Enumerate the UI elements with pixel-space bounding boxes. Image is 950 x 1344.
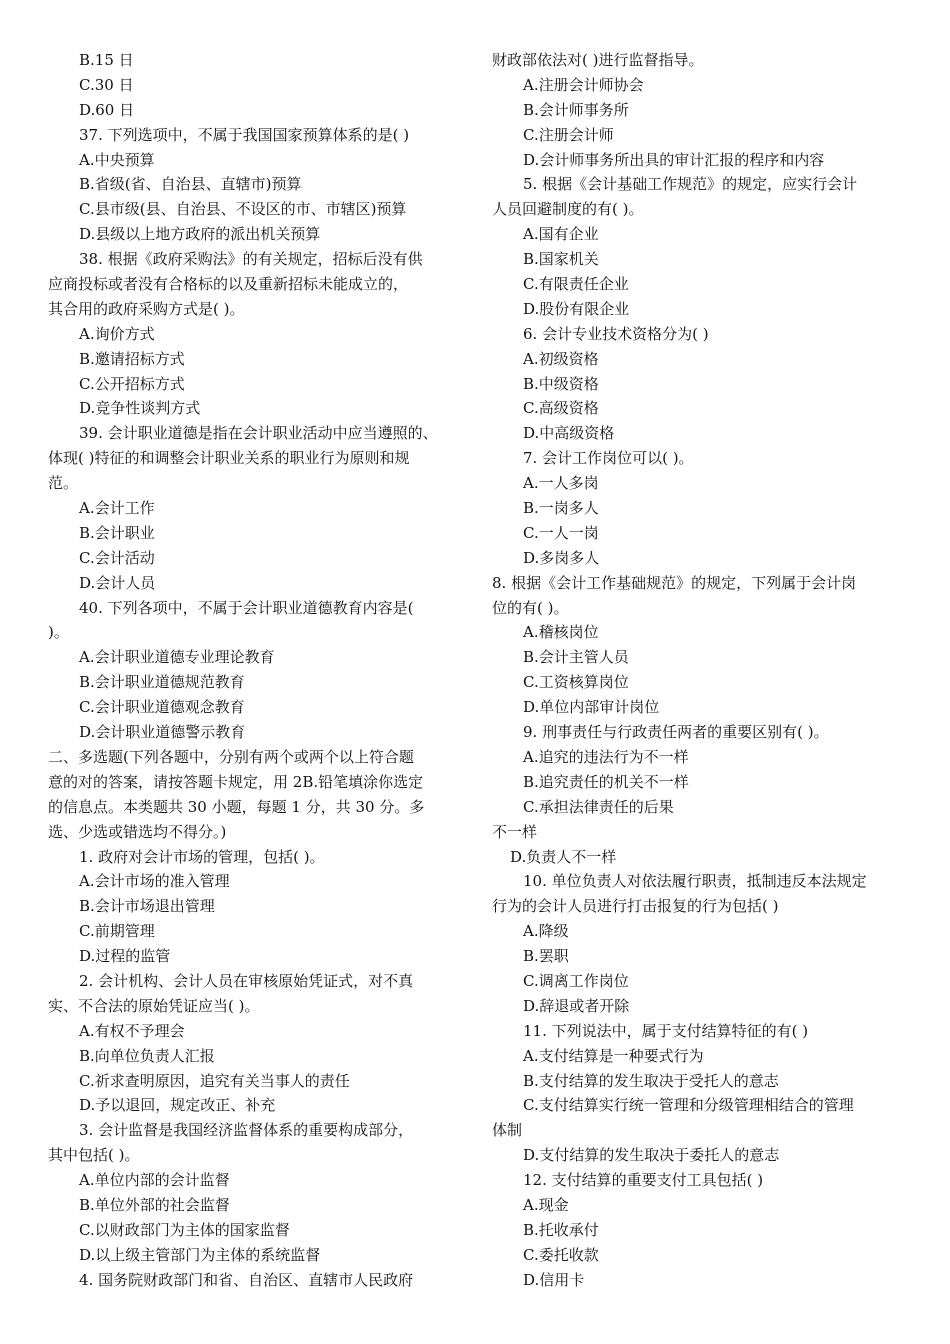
text-line: 40. 下列各项中，不属于会计职业道德教育内容是( [79,598,414,617]
text-line: C.县市级(县、自治县、不设区的市、市辖区)预算 [79,200,407,219]
text-line: A.追究的违法行为不一样 [523,747,689,766]
text-line: C.30 日 [79,75,134,94]
text-line: B.国家机关 [523,250,599,269]
text-line: A.国有企业 [523,225,599,244]
text-line: D.中高级资格 [523,424,615,443]
text-line: C.支付结算实行统一管理和分级管理相结合的管理 [523,1096,854,1115]
text-line: 1. 政府对会计市场的管理，包括( )。 [79,847,325,866]
text-line: 意的对的答案，请按答题卡规定，用 2B.铅笔填涂你选定 [48,772,424,791]
text-line: C.一人一岗 [523,523,599,542]
text-line: C.有限责任企业 [523,275,629,294]
text-line: 5. 根据《会计基础工作规范》的规定，应实行会计 [523,175,858,194]
text-line: A.会计市场的准入管理 [79,872,230,891]
text-line: D.支付结算的发生取决于委托人的意志 [523,1146,780,1165]
text-line: A.现金 [523,1195,569,1214]
text-line: 范。 [48,474,79,493]
text-line: 2. 会计机构、会计人员在审核原始凭证式，对不真 [79,971,414,990]
text-line: A.有权不予理会 [79,1021,185,1040]
text-line: B.追究责任的机关不一样 [523,772,689,791]
text-line: 位的有( )。 [492,598,569,617]
text-line: B.一岗多人 [523,499,599,518]
text-line: 实、不合法的原始凭证应当( )。 [48,996,260,1015]
text-line: D.予以退回，规定改正、补充 [79,1096,276,1115]
text-line: B.支付结算的发生取决于受托人的意志 [523,1071,779,1090]
text-line: 其合用的政府采购方式是( )。 [48,299,245,318]
text-line: 37. 下列选项中，不属于我国国家预算体系的是( ) [79,125,410,144]
text-line: 应商投标或者没有合格标的以及重新招标未能成立的， [48,275,409,294]
text-line: D.县级以上地方政府的派出机关预算 [79,225,321,244]
text-line: C.承担法律责任的后果 [523,797,674,816]
text-line: A.一人多岗 [523,474,599,493]
text-line: D.股份有限企业 [523,299,630,318]
text-line: D.信用卡 [523,1270,585,1289]
text-line: 39. 会计职业道德是指在会计职业活动中应当遵照的、 [79,424,438,443]
text-line: B.托收承付 [523,1220,599,1239]
text-line: A.初级资格 [523,349,599,368]
text-line: B.向单位负责人汇报 [79,1046,215,1065]
text-line: 7. 会计工作岗位可以( )。 [523,449,694,468]
text-line: A.询价方式 [79,324,155,343]
text-line: D.会计职业道德警示教育 [79,723,246,742]
text-line: B.邀请招标方式 [79,349,185,368]
text-line: 选、少选或错选均不得分。) [48,822,227,841]
text-line: C.以财政部门为主体的国家监督 [79,1220,290,1239]
left-column [48,48,468,1293]
text-line: C.高级资格 [523,399,599,418]
text-line: 二、多选题(下列各题中，分别有两个或两个以上符合题 [48,747,414,766]
text-line: 6. 会计专业技术资格分为( ) [523,324,709,343]
text-line: D.辞退或者开除 [523,996,630,1015]
text-line: C.会计活动 [79,548,155,567]
text-line: C.注册会计师 [523,125,614,144]
text-line: 3. 会计监督是我国经济监督体系的重要构成部分， [79,1121,414,1140]
text-line: 财政部依法对( )进行监督指导。 [492,51,704,69]
text-line: A.单位内部的会计监督 [79,1171,230,1190]
text-line: 其中包括( )。 [48,1146,140,1165]
text-line: 体现( )特征的和调整会计职业关系的职业行为原则和规 [48,449,410,468]
text-line: A.会计职业道德专业理论教育 [79,648,275,667]
text-line: D.竞争性谈判方式 [79,399,201,418]
text-line: C.祈求查明原因，追究有关当事人的责任 [79,1071,350,1090]
text-line: 11. 下列说法中，属于支付结算特征的有( ) [523,1021,809,1040]
text-line: B.会计市场退出管理 [79,897,215,916]
text-line: A.稽核岗位 [523,623,599,642]
text-line: C.委托收款 [523,1245,599,1264]
text-line: B.中级资格 [523,374,599,393]
text-line: D.60 日 [79,100,135,119]
text-line: 不一样 [492,822,538,841]
text-line: 9. 刑事责任与行政责任两者的重要区别有( )。 [523,723,829,742]
text-line: C.前期管理 [79,922,155,941]
text-line: 10. 单位负责人对依法履行职责，抵制违反本法规定 [523,872,867,891]
text-line: C.会计职业道德观念教育 [79,698,245,717]
text-line: 4. 国务院财政部门和省、自治区、直辖市人民政府 [79,1270,414,1289]
text-line: D.负责人不一样 [510,847,617,866]
text-line: B.会计职业 [79,523,155,542]
text-line: D.单位内部审计岗位 [523,698,660,717]
text-line: D.过程的监管 [79,947,171,966]
text-line: 38. 根据《政府采购法》的有关规定，招标后没有供 [79,250,423,269]
text-line: 的信息点。本类题共 30 小题，每题 1 分，共 30 分。多 [48,797,425,816]
text-line: B.单位外部的社会监督 [79,1195,230,1214]
text-line: B.会计职业道德规范教育 [79,673,245,692]
text-line: D.会计师事务所出具的审计汇报的程序和内容 [523,150,825,169]
text-line: 人员回避制度的有( )。 [492,200,644,219]
text-line: B.会计师事务所 [523,100,629,119]
text-line: C.公开招标方式 [79,374,185,393]
text-line: A.中央预算 [79,150,155,169]
text-line: B.15 日 [79,51,134,69]
text-line: D.会计人员 [79,573,156,592]
text-line: D.多岗多人 [523,548,600,567]
text-line: A.降级 [523,922,569,941]
text-line: D.以上级主管部门为主体的系统监督 [79,1245,321,1264]
text-line: 12. 支付结算的重要支付工具包括( ) [523,1171,764,1190]
text-line: A.支付结算是一种要式行为 [523,1046,704,1065]
text-line: 8. 根据《会计工作基础规范》的规定，下列属于会计岗 [492,573,857,592]
right-column [492,48,910,1293]
text-line: B.会计主管人员 [523,648,629,667]
text-line: B.罢职 [523,947,569,966]
text-line: A.注册会计师协会 [523,75,644,94]
text-line: 行为的会计人员进行打击报复的行为包括( ) [492,897,779,916]
text-line: C.调离工作岗位 [523,971,629,990]
text-line: A.会计工作 [79,499,155,518]
text-line: B.省级(省、自治县、直辖市)预算 [79,175,302,194]
text-line: C.工资核算岗位 [523,673,629,692]
text-line: 体制 [492,1121,523,1140]
text-line: )。 [48,623,69,642]
